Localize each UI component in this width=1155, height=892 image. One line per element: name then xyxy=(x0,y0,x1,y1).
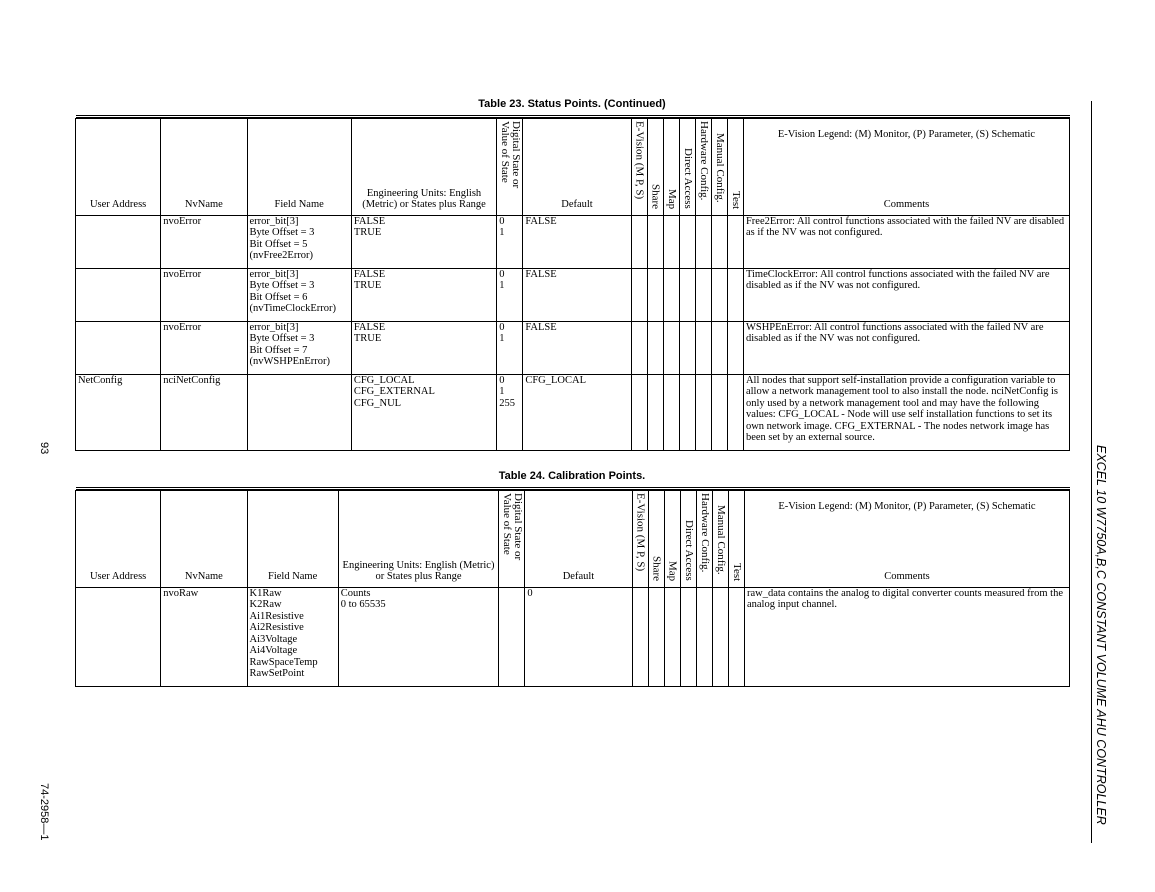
cell-default: CFG_LOCAL xyxy=(523,374,631,450)
cell-field-name: K1Raw K2Raw Ai1Resistive Ai2Resistive Ai3Voltage Ai4Voltage RawSpaceTemp RawSetPoint xyxy=(247,587,338,686)
col-field-name: Field Name xyxy=(247,491,338,588)
col-map: Map xyxy=(663,119,679,216)
table-header-row xyxy=(76,119,1070,216)
col-comments: E-Vision Legend: (M) Monitor, (P) Parameter, (S) Schematic Comments xyxy=(744,491,1069,588)
col-direct-access: Direct Access xyxy=(680,491,696,588)
calibration-points-table xyxy=(75,487,1070,687)
cell-user-address xyxy=(76,587,161,686)
cell-nvname: nvoError xyxy=(161,321,247,374)
col-user-address: User Address xyxy=(76,491,161,588)
col-hardware-config: Hardware Config. xyxy=(695,119,711,216)
document-number: 74-2958—1 xyxy=(38,783,50,841)
cell-user-address xyxy=(76,321,161,374)
cell-field-name xyxy=(247,374,351,450)
table-row xyxy=(76,321,1070,374)
cell-field-name: error_bit[3] Byte Offset = 3 Bit Offset = 5 (nvFree2Error) xyxy=(247,215,351,268)
cell-eng-units: FALSE TRUE xyxy=(351,268,496,321)
col-eng-units: Engineering Units: English (Metric) or States plus Range xyxy=(351,119,496,216)
cell-comments: All nodes that support self-installation provide a configuration variable to allow a network management tool to also install the node. nciNetConfig is only used by a network management tool and may have the following values: CFG_LOCAL - Node will use self installation functions to set its own network image. CFG_EXTERNAL - The nodes network image has been set by an external source. xyxy=(743,374,1069,450)
col-eng-units: Engineering Units: English (Metric) or States plus Range xyxy=(338,491,498,588)
margin-rule xyxy=(1091,101,1092,843)
col-default: Default xyxy=(525,491,632,588)
cell-digital: 0 1 xyxy=(497,321,523,374)
cell-digital xyxy=(499,587,525,686)
cell-default: FALSE xyxy=(523,215,631,268)
cell-field-name: error_bit[3] Byte Offset = 3 Bit Offset = 7 (nvWSHPEnError) xyxy=(247,321,351,374)
cell-digital: 0 1 xyxy=(497,268,523,321)
col-evision: E-Vision (M P, S) xyxy=(631,119,647,216)
col-direct-access: Direct Access xyxy=(679,119,695,216)
evision-legend: E-Vision Legend: (M) Monitor, (P) Parameter, (S) Schematic xyxy=(778,501,1036,512)
table-header-row xyxy=(76,491,1070,588)
page-number: 93 xyxy=(38,442,50,455)
col-test: Test xyxy=(727,119,743,216)
cell-comments: raw_data contains the analog to digital converter counts measured from the analog input channel. xyxy=(744,587,1069,686)
col-share: Share xyxy=(648,491,664,588)
table-row xyxy=(76,268,1070,321)
cell-comments: WSHPEnError: All control functions associated with the failed NV are disabled as if the NV was not configured. xyxy=(743,321,1069,374)
cell-user-address: NetConfig xyxy=(76,374,161,450)
col-nvname: NvName xyxy=(161,491,247,588)
cell-eng-units: FALSE TRUE xyxy=(351,321,496,374)
cell-nvname: nvoError xyxy=(161,215,247,268)
cell-user-address xyxy=(76,268,161,321)
col-user-address: User Address xyxy=(76,119,161,216)
col-map: Map xyxy=(664,491,680,588)
cell-default: 0 xyxy=(525,587,632,686)
table24-caption: Table 24. Calibration Points. xyxy=(498,470,646,482)
evision-legend: E-Vision Legend: (M) Monitor, (P) Parameter, (S) Schematic xyxy=(777,129,1036,140)
cell-eng-units: Counts 0 to 65535 xyxy=(338,587,498,686)
col-default: Default xyxy=(523,119,631,216)
col-comments: E-Vision Legend: (M) Monitor, (P) Parameter, (S) Schematic Comments xyxy=(743,119,1069,216)
cell-comments: TimeClockError: All control functions associated with the failed NV are disabled as if the NV was not configured. xyxy=(743,268,1069,321)
col-evision: E-Vision (M P, S) xyxy=(632,491,648,588)
cell-nvname: nvoError xyxy=(161,268,247,321)
table-row xyxy=(76,374,1070,450)
cell-eng-units: FALSE TRUE xyxy=(351,215,496,268)
col-manual-config: Manual Config. xyxy=(711,119,727,216)
col-share: Share xyxy=(647,119,663,216)
cell-default: FALSE xyxy=(523,321,631,374)
status-points-table xyxy=(75,115,1070,451)
cell-digital: 0 1 xyxy=(497,215,523,268)
cell-nvname: nciNetConfig xyxy=(161,374,247,450)
col-hardware-config: Hardware Config. xyxy=(696,491,712,588)
table-row xyxy=(76,215,1070,268)
col-test: Test xyxy=(728,491,744,588)
cell-default: FALSE xyxy=(523,268,631,321)
cell-eng-units: CFG_LOCAL CFG_EXTERNAL CFG_NUL xyxy=(351,374,496,450)
table-row xyxy=(76,587,1070,686)
cell-comments: Free2Error: All control functions associated with the failed NV are disabled as if the NV was not configured. xyxy=(743,215,1069,268)
cell-field-name: error_bit[3] Byte Offset = 3 Bit Offset = 6 (nvTimeClockError) xyxy=(247,268,351,321)
cell-digital: 0 1 255 xyxy=(497,374,523,450)
col-field-name: Field Name xyxy=(247,119,351,216)
cell-user-address xyxy=(76,215,161,268)
col-digital-state: Digital State or Value of State xyxy=(497,119,523,216)
table23-caption: Table 23. Status Points. (Continued) xyxy=(478,98,666,110)
col-manual-config: Manual Config. xyxy=(712,491,728,588)
col-digital-state: Digital State or Value of State xyxy=(499,491,525,588)
col-nvname: NvName xyxy=(161,119,247,216)
cell-nvname: nvoRaw xyxy=(161,587,247,686)
running-title: EXCEL 10 W7750A,B,C CONSTANT VOLUME AHU CONTROLLER xyxy=(1094,445,1108,825)
